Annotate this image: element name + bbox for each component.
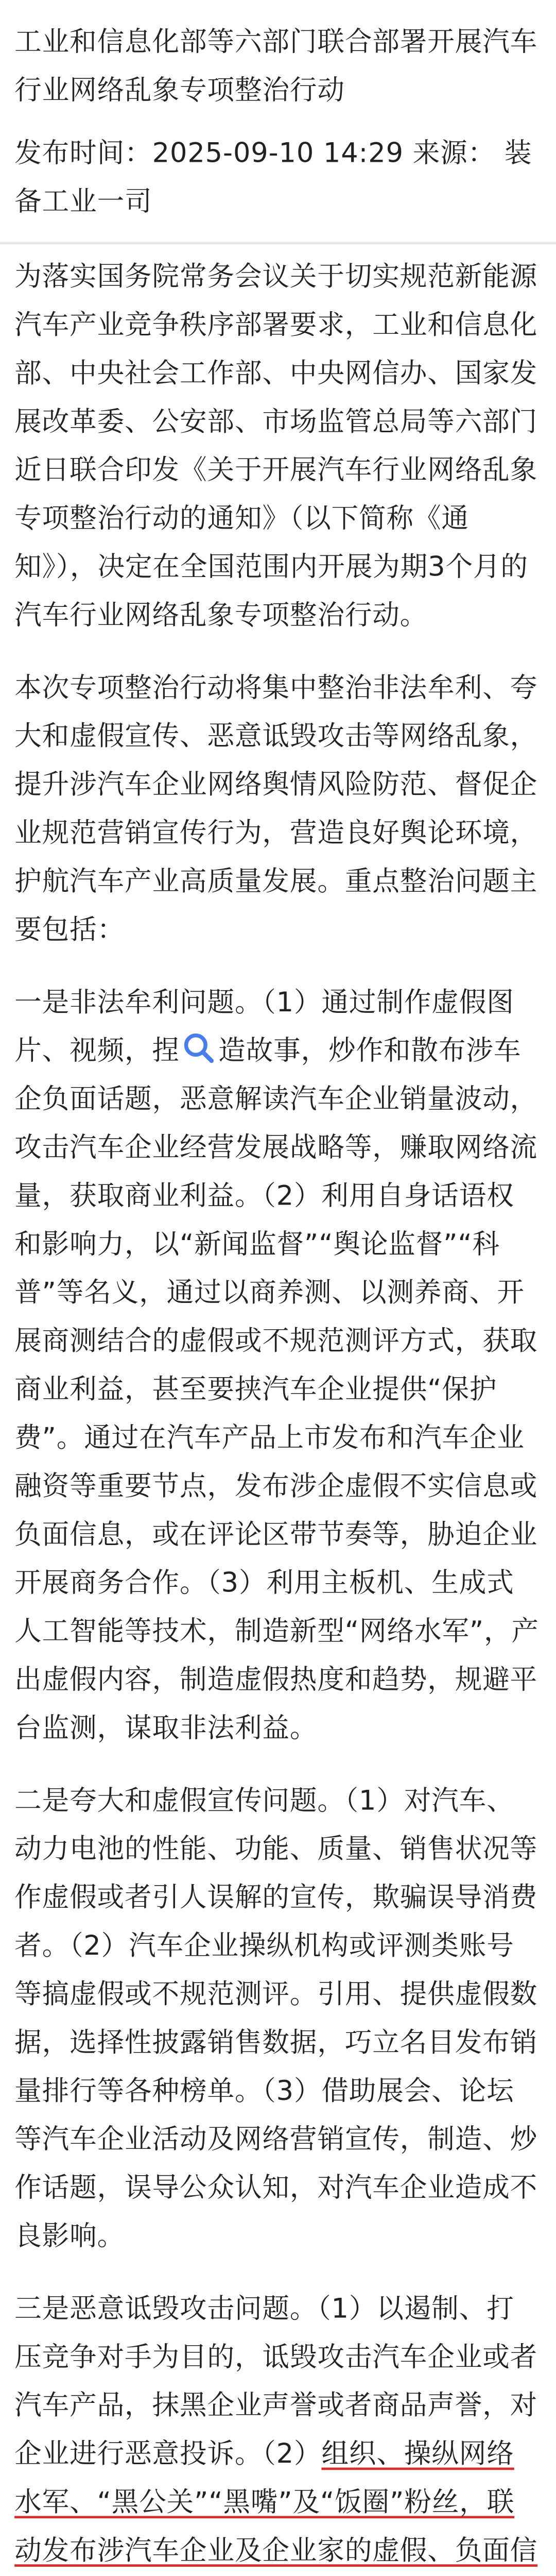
item1-text-before: 一是非法牟利问题。（1）通过制作虚假图片、视频，捏 (14, 987, 514, 1067)
item1-paragraph (14, 980, 542, 1754)
item3-underlined-text: 组织、操纵网络水军、“黑公关”“黑嘴”及“饭圈”粉丝，联动发布涉汽车企业及企业家的虚假、负面信 (14, 2438, 538, 2567)
publish-time: 2025-09-10 14:29 (152, 138, 404, 170)
divider (0, 242, 556, 245)
item2-paragraph: 二是夸大和虚假宣传问题。（1）对汽车、动力电池的性能、功能、质量、销售状况等作虚假或者引人误解的宣传，欺骗误导消费者。（2）汽车企业操纵机构或评测类账号等搞虚假或不规范测评。引用、提供虚假数据，选择性披露销售数据，巧立名目发布销量排行等各种榜单。（3）借助展会、论坛等汽车企业活动及网络营销宣传，制造、炒作话题，误导公众认知，对汽车企业造成不良影响。 (14, 1785, 538, 2252)
item3-paragraph (14, 2286, 542, 2576)
item1-text-after: 造故事，炒作和散布涉车企负面话题，恶意解读汽车企业销量波动，攻击汽车企业经营发展战略等，赚取网络流量，获取商业利益。（2）利用自身话语权和影响力，以“新闻监督”“舆论监督”“科普”等名义，通过以商养测、以测养商、开展商测结合的虚假或不规范测评方式，获取商业利益，甚至要挟汽车企业提供“保护费”。通过在汽车产品上市发布和汽车企业融资等重要节点，发布涉企虚假不实信息或负面信息，或在评论区带节奏等，胁迫企业开展商务合作。（3）利用主板机、生成式人工智能等技术，制造新型“网络水军”，产出虚假内容，制造虚假热度和趋势，规避平台监测，谋取非法利益。 (14, 1035, 539, 1744)
article-meta (14, 131, 542, 228)
focus-paragraph: 本次专项整治行动将集中整治非法牟利、夸大和虚假宣传、恶意诋毁攻击等网络乱象，提升涉汽车企业网络舆情风险防范、督促企业规范营销宣传行为，营造良好舆论环境，护航汽车产业高质量发展。重点整治问题主要包括： (14, 672, 538, 946)
article-title: 工业和信息化部等六部门联合部署开展汽车行业网络乱象专项整治行动 (14, 26, 538, 107)
source-label: 来源： (412, 138, 496, 170)
item3-text-a: 三是恶意诋毁攻击问题。（1）以遏制、打压竞争对手为目的，诋毁攻击汽车企业或者汽车产品，抹黑企业声誉或者商品声誉，对企业进行恶意投诉。（2） (14, 2293, 538, 2470)
intro-paragraph: 为落实国务院常务会议关于切实规范新能源汽车产业竞争秩序部署要求，工业和信息化部、中央社会工作部、中央网信办、国家发展改革委、公安部、市场监管总局等六部门近日联合印发《关于开展汽车行业网络乱象专项整治行动的通知》（以下简称《通知》），决定在全国范围内开展为期3个月的汽车行业网络乱象专项整治行动。 (14, 261, 538, 632)
source-name: 装备工业一司 (14, 138, 532, 218)
publish-label: 发布时间： (14, 138, 152, 170)
search-icon[interactable] (182, 1030, 216, 1064)
